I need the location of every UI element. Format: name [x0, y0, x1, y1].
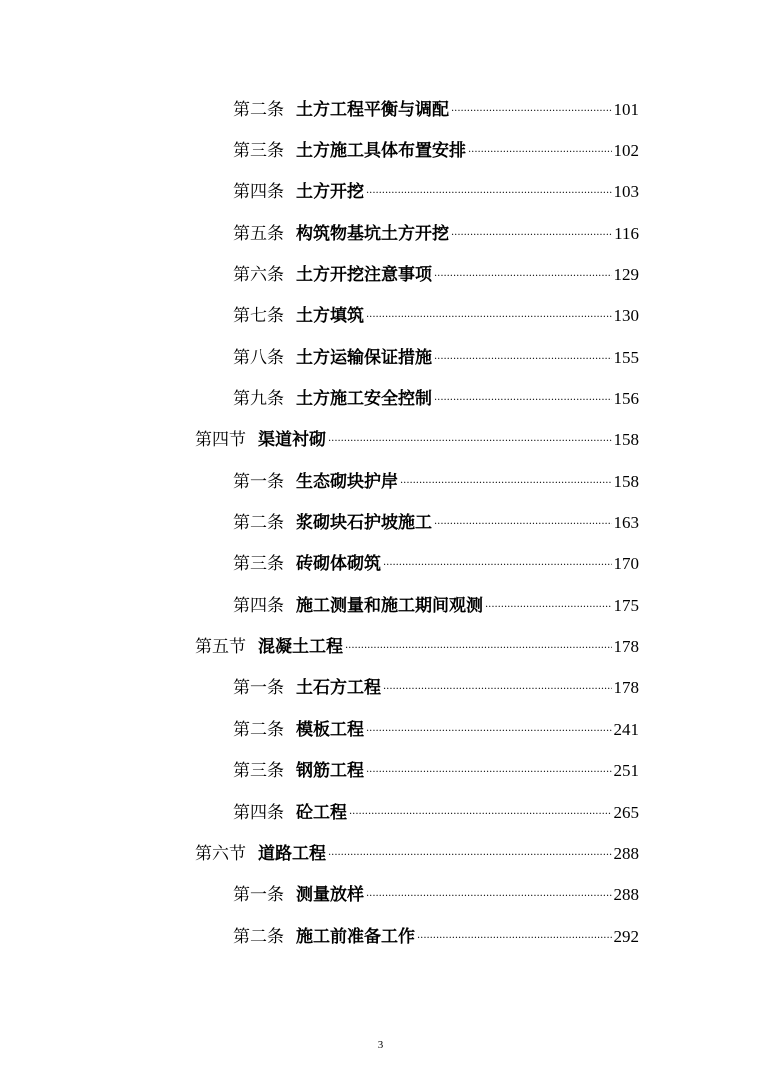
toc-leader-dots: [345, 637, 612, 657]
toc-entry-title: 构筑物基坑土方开挖: [296, 223, 449, 244]
toc-entry-title: 施工测量和施工期间观测: [296, 595, 483, 616]
toc-section-entry[interactable]: [0, 833, 761, 874]
toc-entry-title: 钢筋工程: [296, 761, 364, 782]
page-number: 3: [377, 1039, 384, 1051]
toc-entry-title: 砼工程: [296, 802, 347, 823]
table-of-contents: [0, 89, 761, 957]
toc-entry-title: 砖砌体砌筑: [296, 554, 381, 575]
toc-article-entry[interactable]: [0, 751, 761, 792]
toc-entry-page: 102: [613, 141, 639, 161]
toc-entry-title: 浆砌块石护坡施工: [296, 513, 432, 534]
toc-article-entry[interactable]: [0, 254, 761, 295]
toc-entry-page: 156: [613, 389, 639, 409]
toc-entry-page: 170: [613, 554, 639, 574]
toc-leader-dots: [328, 844, 612, 864]
toc-entry-page: 158: [613, 471, 639, 491]
toc-entry-number: 第二条: [233, 99, 284, 120]
toc-leader-dots: [451, 100, 612, 120]
toc-article-entry[interactable]: [0, 337, 761, 378]
toc-entry-number: 第七条: [233, 306, 284, 327]
toc-leader-dots: [434, 265, 612, 285]
toc-entry-page: 265: [613, 802, 639, 822]
toc-article-entry[interactable]: [0, 709, 761, 750]
toc-entry-number: 第二条: [233, 926, 284, 947]
toc-entry-page: 175: [613, 595, 639, 615]
toc-article-entry[interactable]: [0, 916, 761, 957]
toc-entry-title: 道路工程: [258, 843, 326, 864]
toc-article-entry[interactable]: [0, 378, 761, 419]
toc-entry-page: 116: [614, 223, 639, 243]
toc-entry-number: 第三条: [233, 761, 284, 782]
toc-article-entry[interactable]: [0, 585, 761, 626]
toc-entry-page: 241: [613, 719, 639, 739]
toc-article-entry[interactable]: [0, 875, 761, 916]
toc-leader-dots: [366, 720, 612, 740]
toc-entry-page: 178: [613, 678, 639, 698]
toc-entry-number: 第四条: [233, 182, 284, 203]
toc-leader-dots: [383, 554, 612, 574]
toc-leader-dots: [434, 389, 612, 409]
toc-entry-title: 土方开挖: [296, 182, 364, 203]
toc-entry-number: 第五节: [195, 637, 246, 658]
toc-entry-number: 第八条: [233, 347, 284, 368]
toc-article-entry[interactable]: [0, 544, 761, 585]
toc-leader-dots: [366, 885, 612, 905]
toc-entry-number: 第三条: [233, 141, 284, 162]
toc-entry-number: 第一条: [233, 471, 284, 492]
toc-article-entry[interactable]: [0, 296, 761, 337]
toc-article-entry[interactable]: [0, 792, 761, 833]
toc-leader-dots: [451, 224, 612, 244]
toc-entry-title: 混凝土工程: [258, 637, 343, 658]
toc-entry-page: 103: [613, 182, 639, 202]
toc-article-entry[interactable]: [0, 213, 761, 254]
toc-leader-dots: [485, 596, 612, 616]
toc-section-entry[interactable]: [0, 626, 761, 667]
toc-entry-page: 101: [613, 99, 639, 119]
toc-entry-number: 第六条: [233, 265, 284, 286]
toc-entry-page: 178: [613, 637, 639, 657]
toc-entry-number: 第二条: [233, 719, 284, 740]
toc-entry-title: 测量放样: [296, 885, 364, 906]
toc-entry-page: 130: [613, 306, 639, 326]
toc-entry-number: 第四条: [233, 595, 284, 616]
toc-entry-page: 129: [613, 265, 639, 285]
toc-entry-title: 模板工程: [296, 719, 364, 740]
toc-entry-number: 第一条: [233, 885, 284, 906]
toc-entry-title: 土方工程平衡与调配: [296, 99, 449, 120]
toc-entry-number: 第三条: [233, 554, 284, 575]
toc-leader-dots: [468, 141, 612, 161]
toc-article-entry[interactable]: [0, 130, 761, 171]
toc-entry-number: 第九条: [233, 389, 284, 410]
toc-article-entry[interactable]: [0, 461, 761, 502]
toc-entry-number: 第一条: [233, 678, 284, 699]
toc-article-entry[interactable]: [0, 502, 761, 543]
toc-entry-title: 土石方工程: [296, 678, 381, 699]
toc-entry-title: 生态砌块护岸: [296, 471, 398, 492]
toc-entry-title: 土方施工安全控制: [296, 389, 432, 410]
toc-entry-title: 土方开挖注意事项: [296, 265, 432, 286]
toc-entry-number: 第六节: [195, 843, 246, 864]
toc-leader-dots: [417, 927, 612, 947]
toc-section-entry[interactable]: [0, 420, 761, 461]
toc-leader-dots: [366, 306, 612, 326]
toc-entry-page: 292: [613, 926, 639, 946]
toc-entry-page: 158: [613, 430, 639, 450]
toc-entry-title: 土方运输保证措施: [296, 347, 432, 368]
toc-article-entry[interactable]: [0, 668, 761, 709]
toc-entry-title: 土方施工具体布置安排: [296, 141, 466, 162]
toc-entry-title: 渠道衬砌: [258, 430, 326, 451]
toc-entry-page: 155: [613, 347, 639, 367]
toc-leader-dots: [383, 678, 612, 698]
toc-article-entry[interactable]: [0, 172, 761, 213]
toc-leader-dots: [328, 430, 612, 450]
toc-leader-dots: [434, 348, 612, 368]
toc-entry-title: 土方填筑: [296, 306, 364, 327]
toc-entry-number: 第四条: [233, 802, 284, 823]
toc-leader-dots: [366, 182, 612, 202]
toc-entry-number: 第四节: [195, 430, 246, 451]
toc-leader-dots: [400, 472, 612, 492]
toc-leader-dots: [366, 761, 612, 781]
toc-entry-page: 288: [613, 885, 639, 905]
toc-article-entry[interactable]: [0, 89, 761, 130]
toc-leader-dots: [349, 803, 612, 823]
toc-entry-number: 第二条: [233, 513, 284, 534]
toc-leader-dots: [434, 513, 612, 533]
toc-entry-page: 251: [613, 761, 639, 781]
toc-entry-number: 第五条: [233, 223, 284, 244]
toc-entry-page: 288: [613, 843, 639, 863]
toc-entry-title: 施工前准备工作: [296, 926, 415, 947]
toc-entry-page: 163: [613, 513, 639, 533]
